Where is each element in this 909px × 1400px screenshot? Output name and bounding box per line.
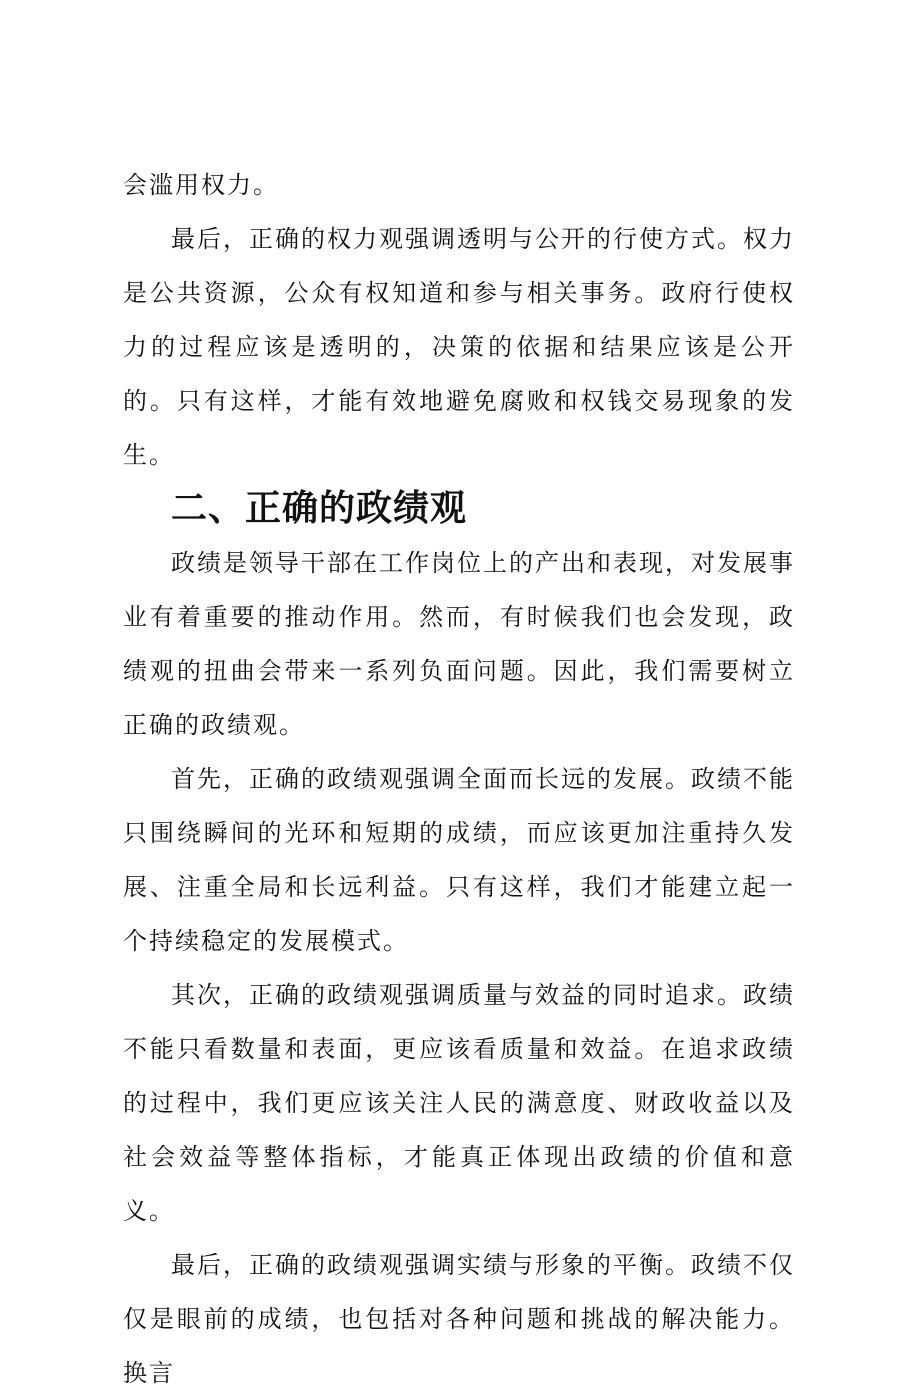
paragraph-continuation: 会滥用权力。 xyxy=(123,171,279,199)
paragraph-performance-first: 首先，正确的政绩观强调全面而长远的发展。政绩不能只围绕瞬间的光环和短期的成绩，而应该更加注重持久发展、注重全局和长远利益。只有这样，我们才能建立起一个持续稳定的发展模式。 xyxy=(123,765,795,955)
paragraph-performance-last: 最后，正确的政绩观强调实绩与形象的平衡。政绩不仅仅是眼前的成绩，也包括对各种问题和挑战的解决能力。换言 xyxy=(123,1251,795,1387)
paragraph-performance-second: 其次，正确的政绩观强调质量与效益的同时追求。政绩不能只看数量和表面，更应该看质量和效益。在追求政绩的过程中，我们更应该关注人民的满意度、财政收益以及社会效益等整体指标，才能真正体现出政绩的价值和意义。 xyxy=(123,981,795,1225)
paragraph-performance-intro: 政绩是领导干部在工作岗位上的产出和表现，对发展事业有着重要的推动作用。然而，有时候我们也会发现，政绩观的扭曲会带来一系列负面问题。因此，我们需要树立正确的政绩观。 xyxy=(123,549,795,739)
paragraph-power-transparency: 最后，正确的权力观强调透明与公开的行使方式。权力是公共资源，公众有权知道和参与相关事务。政府行使权力的过程应该是透明的，决策的依据和结果应该是公开的。只有这样，才能有效地避免腐败和权钱交易现象的发生。 xyxy=(123,225,795,469)
section-heading: 二、正确的政绩观 xyxy=(171,488,468,529)
document-page xyxy=(123,158,795,1400)
